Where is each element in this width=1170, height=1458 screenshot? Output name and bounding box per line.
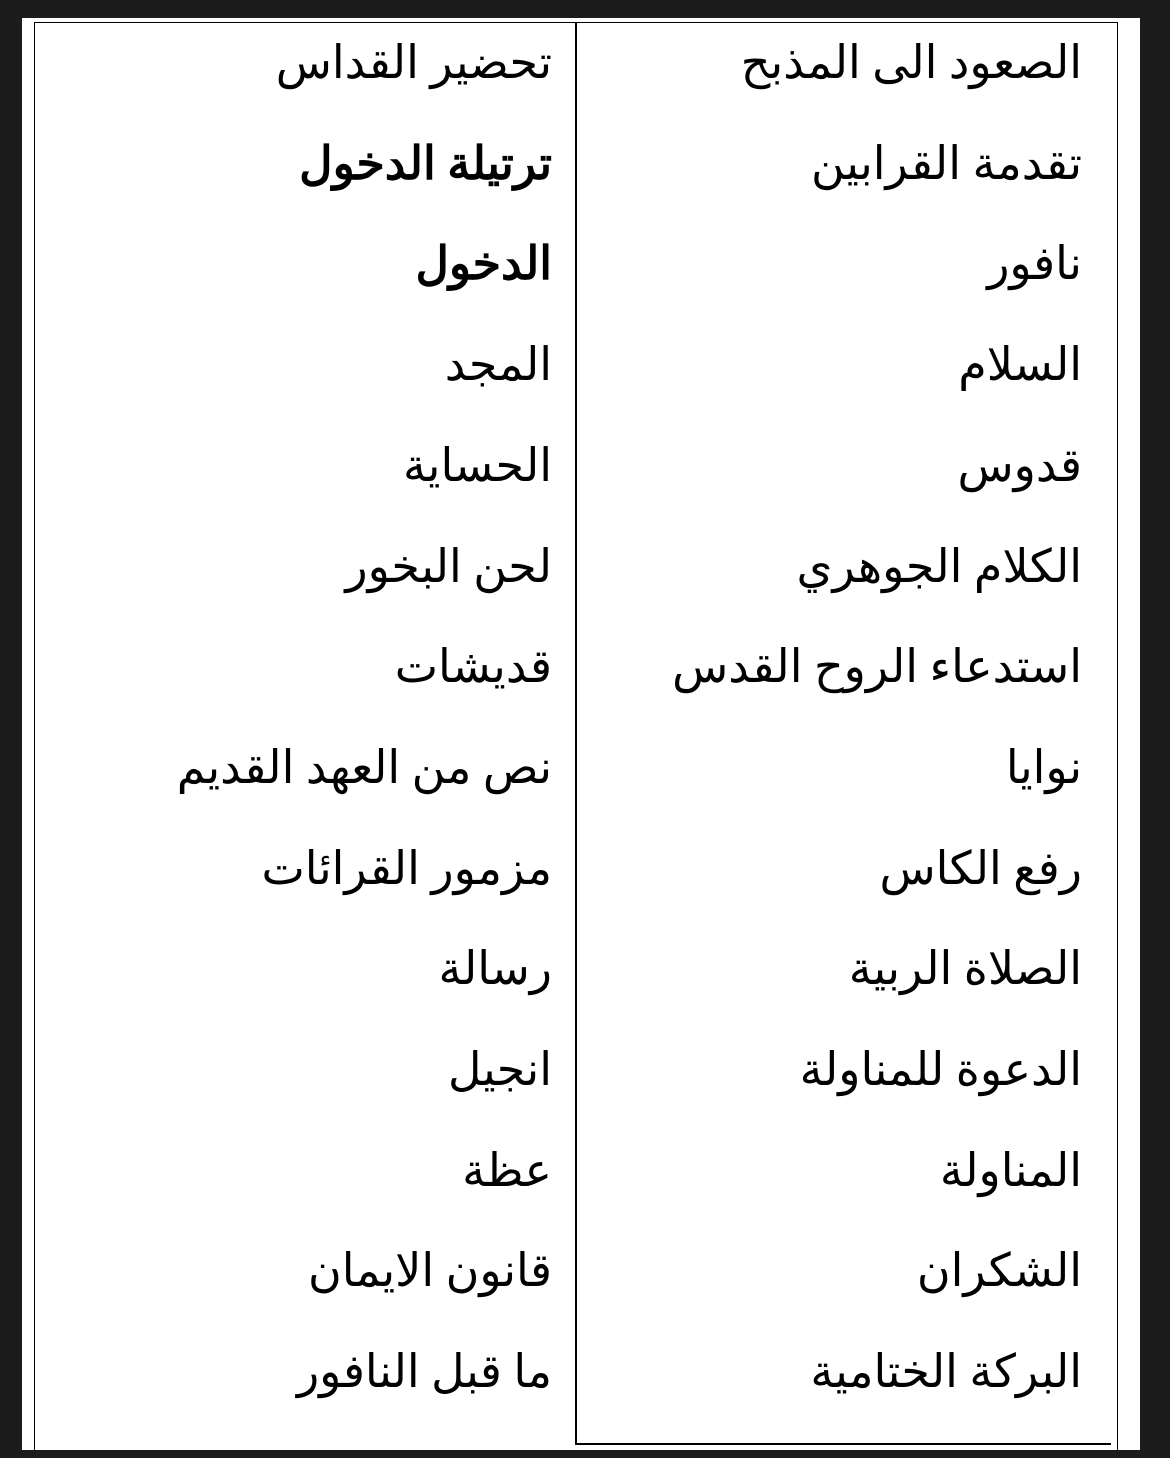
document-page [22, 18, 1140, 1450]
list-item: السلام [958, 339, 1082, 391]
column-divider [575, 23, 577, 1445]
list-item: البركة الختامية [810, 1346, 1082, 1398]
list-item: تحضير القداس [275, 37, 552, 88]
list-item: المناولة [939, 1144, 1082, 1196]
list-item: الشكران [916, 1245, 1082, 1297]
list-item: الدخول [415, 238, 552, 290]
list-item: ما قبل النافور [296, 1346, 552, 1398]
list-item: الصلاة الربية [848, 943, 1082, 995]
table-bottom-border [575, 1443, 1111, 1445]
list-item: رفع الكاس [879, 842, 1082, 894]
list-item: انجيل [448, 1044, 552, 1095]
list-item: المجد [444, 339, 552, 391]
list-item: نوايا [1005, 741, 1082, 793]
list-item: عظة [462, 1144, 552, 1196]
liturgy-table [34, 22, 1118, 1450]
list-item: قانون الايمان [307, 1245, 552, 1297]
list-item: نافور [987, 238, 1082, 290]
list-item: قديشات [394, 641, 552, 693]
list-item: الصعود الى المذبح [740, 37, 1082, 88]
list-item: تقدمة القرابين [811, 137, 1082, 189]
list-item: قدوس [957, 439, 1082, 491]
list-item: استدعاء الروح القدس [672, 641, 1082, 693]
list-item: الحساية [402, 439, 552, 491]
list-item: مزمور القرائات [261, 842, 552, 894]
list-item: الدعوة للمناولة [799, 1044, 1082, 1095]
list-item: ترتيلة الدخول [299, 137, 552, 189]
list-item: رسالة [438, 943, 552, 995]
list-item: الكلام الجوهري [796, 540, 1082, 592]
list-item: لحن البخور [345, 540, 552, 592]
list-item: نص من العهد القديم [176, 741, 552, 793]
